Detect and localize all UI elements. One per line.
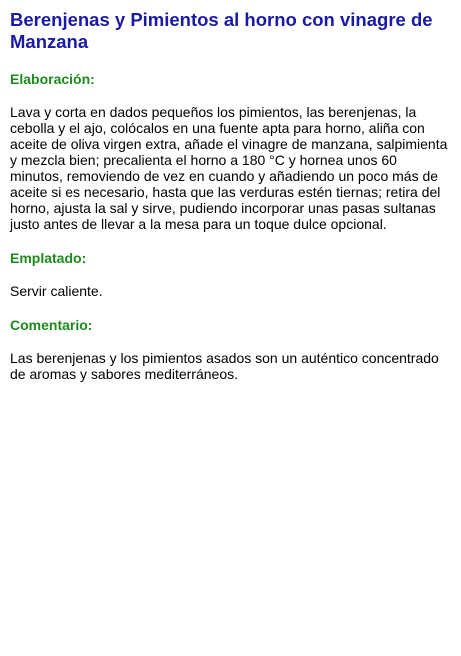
emplatado-heading: Emplatado: [10, 250, 87, 266]
section-comentario [10, 316, 451, 382]
emplatado-text: Servir caliente. [10, 283, 103, 299]
elaboracion-text: Lava y corta en dados pequeños los pimientos, las berenjenas, la cebolla y el ajo, colócalos en una fuente apta para horno, aliña con aceite de oliva virgen extra, añade el vinagre de manzana, salpimienta y mezcla bien; precalienta el horno a 180 °C y hornea unos 60 minutos, removiendo de vez en cuando y añadiendo un poco más de aceite si es necesario, hasta que las verduras estén tiernas; retira del horno, ajusta la sal y sirve, pudiendo incorporar unas pasas sultanas justo antes de llevar a la mesa para un toque dulce opcional. [10, 104, 448, 232]
section-elaboracion [10, 70, 451, 232]
section-emplatado [10, 249, 451, 299]
comentario-text: Las berenjenas y los pimientos asados son un auténtico concentrado de aromas y sabores mediterráneos. [10, 350, 439, 382]
recipe-title: Berenjenas y Pimientos al horno con vinagre de Manzana [10, 9, 433, 52]
comentario-heading: Comentario: [10, 317, 93, 333]
elaboracion-heading: Elaboración: [10, 71, 95, 87]
